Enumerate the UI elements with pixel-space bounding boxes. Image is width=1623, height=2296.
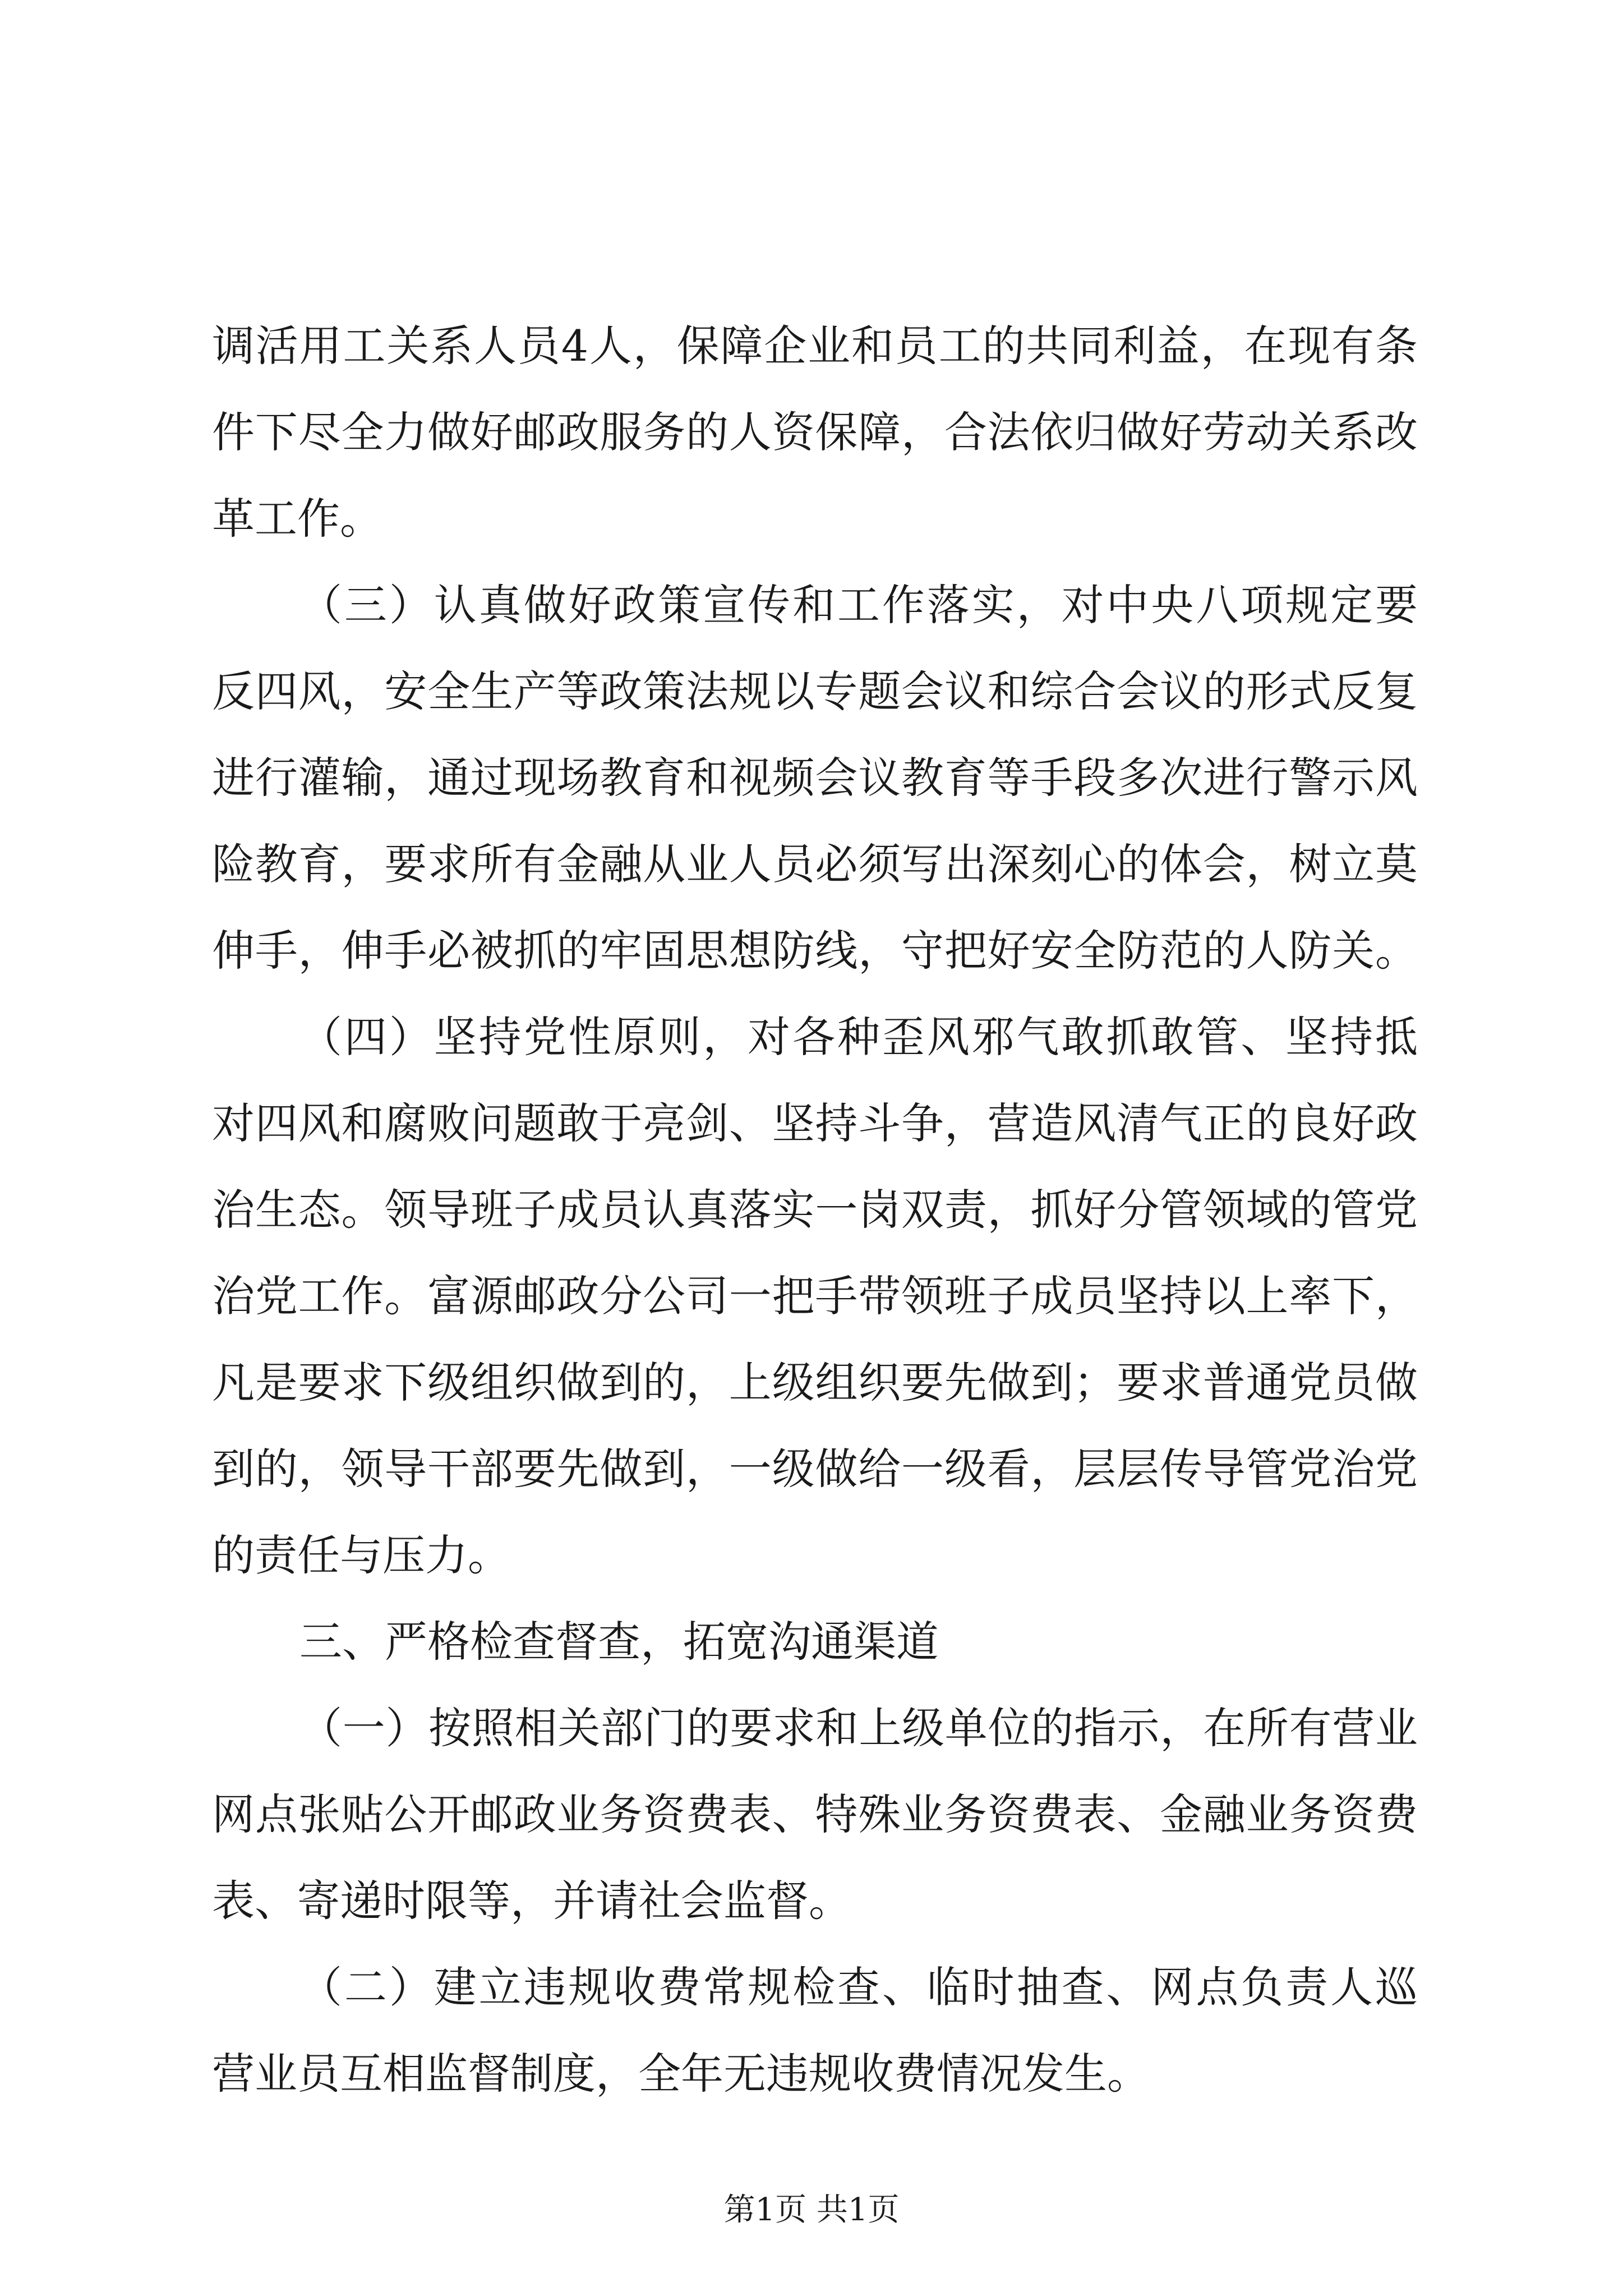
text-line: 反四风，安全生产等政策法规以专题会议和综合会议的形式反复: [212, 666, 1418, 716]
document-body: [212, 303, 1418, 2117]
text-line: 革工作。: [212, 494, 382, 544]
text-line: （二）建立违规收费常规检查、临时抽查、网点负责人巡: [299, 1962, 1418, 2012]
paragraph-6: [212, 1944, 1418, 2117]
text-line: 调活用工关系人员4人，保障企业和员工的共同利益，在现有条: [212, 321, 1418, 371]
text-line: 表、寄递时限等，并请社会监督。: [212, 1876, 851, 1926]
text-line: （四）坚持党性原则，对各种歪风邪气敢抓敢管、坚持抵: [299, 1012, 1418, 1062]
text-line: （一）按照相关部门的要求和上级单位的指示，在所有营业: [299, 1703, 1418, 1753]
text-line: 险教育，要求所有金融从业人员必须写出深刻心的体会，树立莫: [212, 839, 1418, 889]
text-line: 治生态。领导班子成员认真落实一岗双责，抓好分管领域的管党: [212, 1185, 1418, 1235]
paragraph-2: [212, 562, 1418, 994]
text-line: 营业员互相监督制度，全年无违规收费情况发生。: [212, 2049, 1150, 2099]
paragraph-1: [212, 303, 1418, 562]
text-line: （三）认真做好政策宣传和工作落实，对中央八项规定要: [299, 580, 1418, 630]
paragraph-3: [212, 994, 1418, 1599]
text-line: 件下尽全力做好邮政服务的人资保障，合法依归做好劳动关系改: [212, 407, 1418, 457]
text-line: 治党工作。富源邮政分公司一把手带领班子成员坚持以上率下，: [212, 1271, 1418, 1321]
paragraph-5: [212, 1685, 1418, 1944]
text-line: 对四风和腐败问题敢于亮剑、坚持斗争，营造风清气正的良好政: [212, 1098, 1418, 1148]
text-line: 凡是要求下级组织做到的，上级组织要先做到；要求普通党员做: [212, 1358, 1418, 1407]
text-line: 到的，领导干部要先做到，一级做给一级看，层层传导管党治党: [212, 1444, 1418, 1494]
text-line: 伸手，伸手必被抓的牢固思想防线，守把好安全防范的人防关。: [212, 926, 1418, 976]
page-footer: [0, 2188, 1623, 2233]
page-number-label: 第1页 共1页: [723, 2192, 900, 2228]
text-line: 三、严格检查督查，拓宽沟通渠道: [299, 1617, 939, 1667]
text-line: 的责任与压力。: [212, 1530, 510, 1580]
text-line: 网点张贴公开邮政业务资费表、特殊业务资费表、金融业务资费: [212, 1789, 1418, 1839]
text-line: 进行灌输，通过现场教育和视频会议教育等手段多次进行警示风: [212, 753, 1418, 803]
section-heading: [212, 1599, 1418, 1685]
